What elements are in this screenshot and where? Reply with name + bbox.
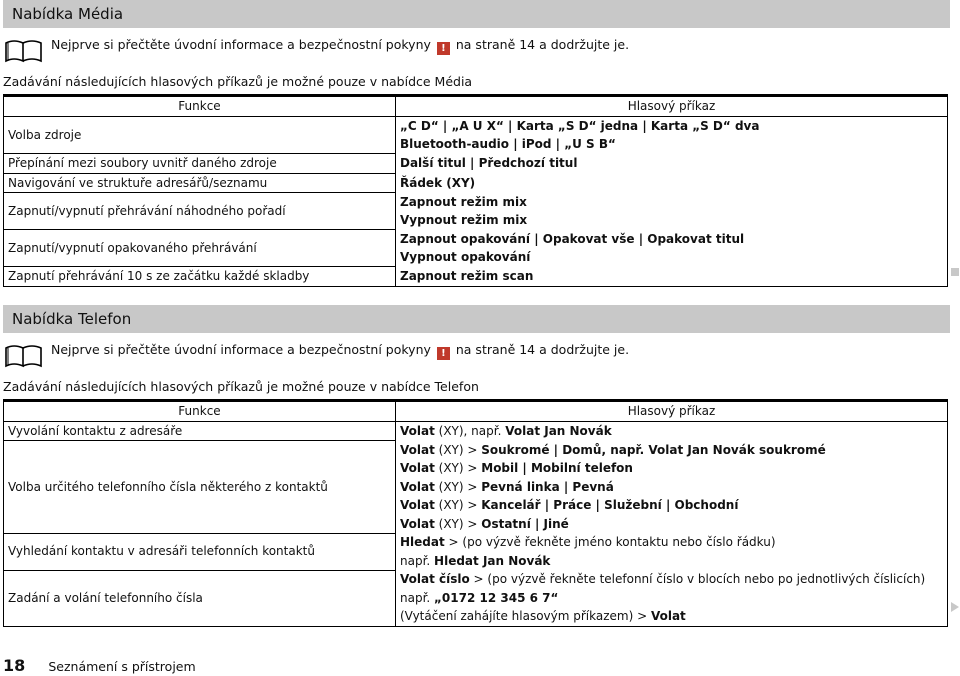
- voice-command-cell: [396, 496, 948, 515]
- table-row: [4, 570, 948, 589]
- voice-command-cell: [396, 533, 948, 552]
- table-row: [4, 154, 948, 174]
- command-segment: Volat: [400, 442, 435, 457]
- command-segment: Kancelář | Práce | Služební | Obchodní: [481, 498, 739, 512]
- media-intro: Zadávání následujících hlasových příkazů je možné pouze v nabídce Média: [3, 74, 473, 89]
- command-segment: (Vytáčení zahájíte hlasovým příkazem) >: [400, 609, 651, 623]
- notice-page-link[interactable]: na straně 14 a dodržujte je.: [455, 342, 630, 357]
- command-segment: (XY) >: [434, 442, 482, 457]
- book-icon: [4, 37, 44, 63]
- voice-command-cell: Další titul | Předchozí titul: [396, 154, 948, 174]
- table-row: [4, 441, 948, 460]
- voice-command-cell: [396, 459, 948, 478]
- command-segment: > (po výzvě řekněte telefonní číslo v blocích nebo po jednotlivých číslicích): [469, 572, 926, 586]
- table-row: [4, 193, 948, 212]
- command-segment: Volat: [400, 423, 435, 438]
- function-cell: Zapnutí přehrávání 10 s ze začátku každé skladby: [4, 267, 396, 287]
- command-segment: Volat: [400, 516, 435, 531]
- command-segment: Pevná linka | Pevná: [481, 479, 614, 494]
- exclamation-icon: !: [437, 42, 450, 55]
- section-end-marker: [951, 268, 959, 276]
- voice-command-cell: Řádek (XY): [396, 173, 948, 193]
- function-cell: Volba určitého telefonního čísla některého z kontaktů: [4, 441, 396, 534]
- command-segment: (XY), např.: [434, 423, 506, 438]
- phone-section-title: Nabídka Telefon: [3, 305, 950, 333]
- command-segment: Mobil | Mobilní telefon: [481, 461, 633, 475]
- table-row: [4, 173, 948, 193]
- function-cell: Přepínání mezi soubory uvnitř daného zdroje: [4, 154, 396, 174]
- command-segment: (XY) >: [434, 516, 482, 531]
- voice-command-cell: Vypnout režim mix: [396, 211, 948, 230]
- notice-page-link[interactable]: na straně 14 a dodržujte je.: [455, 37, 630, 52]
- media-section-title: Nabídka Média: [3, 0, 950, 28]
- command-segment: Hledat Jan Novák: [434, 553, 551, 568]
- function-cell: Zapnutí/vypnutí opakovaného přehrávání: [4, 230, 396, 267]
- function-cell: Vyhledání kontaktu v adresáři telefonních kontaktů: [4, 533, 396, 570]
- voice-command-cell: Zapnout režim scan: [396, 267, 948, 287]
- chapter-title: Seznámení s přístrojem: [48, 659, 196, 674]
- command-segment: „0172 12 345 6 7“: [434, 590, 559, 605]
- table-row: [4, 533, 948, 552]
- column-header-function: Funkce: [4, 402, 396, 422]
- page-number: 18: [3, 656, 26, 675]
- command-segment: Hledat: [400, 535, 445, 549]
- command-segment: > (po výzvě řekněte jméno kontaktu nebo číslo řádku): [444, 535, 776, 549]
- media-command-table: [3, 96, 948, 287]
- voice-command-cell: [396, 515, 948, 534]
- voice-command-cell: Vypnout opakování: [396, 248, 948, 267]
- function-cell: Navigování ve struktuře adresářů/seznamu: [4, 173, 396, 193]
- voice-command-cell: [396, 441, 948, 460]
- voice-command-cell: [396, 552, 948, 571]
- column-header-command: Hlasový příkaz: [396, 97, 948, 117]
- voice-command-cell: Zapnout opakování | Opakovat vše | Opakovat titul: [396, 230, 948, 249]
- command-segment: Volat: [400, 479, 435, 494]
- column-header-command: Hlasový příkaz: [396, 402, 948, 422]
- table-row: [4, 116, 948, 135]
- command-segment: (XY) >: [434, 461, 482, 475]
- command-segment: Ostatní | Jiné: [481, 516, 569, 531]
- function-cell: Vyvolání kontaktu z adresáře: [4, 421, 396, 441]
- voice-command-cell: [396, 607, 948, 626]
- voice-command-cell: Zapnout režim mix: [396, 193, 948, 212]
- phone-intro: Zadávání následujících hlasových příkazů je možné pouze v nabídce Telefon: [3, 379, 479, 394]
- table-row: [4, 267, 948, 287]
- command-segment: (XY) >: [434, 498, 482, 512]
- command-segment: např.: [400, 590, 435, 605]
- exclamation-icon: !: [437, 347, 450, 360]
- voice-command-cell: „C D“ | „A U X“ | Karta „S D“ jedna | Karta „S D“ dva: [396, 116, 948, 135]
- book-icon: [4, 342, 44, 368]
- continue-arrow-icon: [951, 602, 959, 612]
- command-segment: Volat číslo: [400, 572, 470, 586]
- voice-command-cell: [396, 589, 948, 608]
- notice-text: Nejprve si přečtěte úvodní informace a bezpečnostní pokyny: [51, 37, 431, 52]
- command-segment: Volat Jan Novák: [505, 423, 612, 438]
- table-row: [4, 421, 948, 441]
- function-cell: Zadání a volání telefonního čísla: [4, 570, 396, 626]
- notice-text: Nejprve si přečtěte úvodní informace a bezpečnostní pokyny: [51, 342, 431, 357]
- command-segment: (XY) >: [434, 479, 482, 494]
- function-cell: Zapnutí/vypnutí přehrávání náhodného pořadí: [4, 193, 396, 230]
- command-segment: Volat: [650, 609, 686, 623]
- page-footer: [3, 656, 196, 675]
- voice-command-cell: [396, 421, 948, 441]
- command-segment: Soukromé | Domů, např. Volat Jan Novák soukromé: [481, 442, 826, 457]
- command-segment: Volat: [400, 461, 435, 475]
- command-segment: např.: [400, 553, 435, 568]
- voice-command-cell: [396, 478, 948, 497]
- phone-command-table: [3, 401, 948, 627]
- voice-command-cell: [396, 570, 948, 589]
- command-segment: Volat: [400, 498, 435, 512]
- table-row: [4, 230, 948, 249]
- voice-command-cell: Bluetooth-audio | iPod | „U S B“: [396, 135, 948, 154]
- column-header-function: Funkce: [4, 97, 396, 117]
- function-cell: Volba zdroje: [4, 116, 396, 154]
